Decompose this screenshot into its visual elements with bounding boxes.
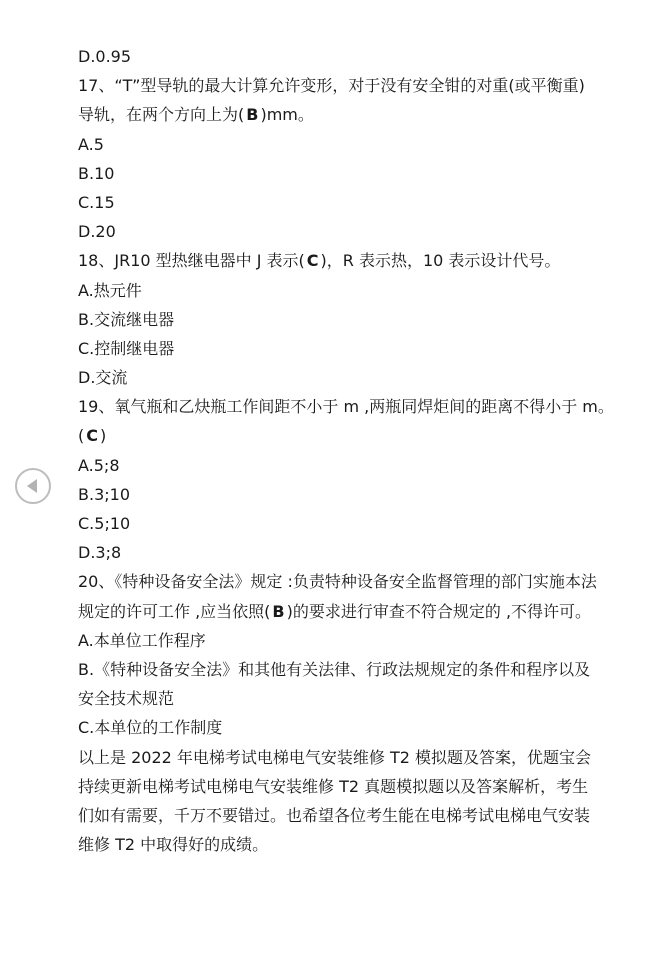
question-19-line-2	[78, 421, 638, 450]
question-19-option-d: D.3;8	[78, 543, 122, 563]
question-17-answer: B	[246, 105, 259, 125]
question-17-option-d: D.20	[78, 222, 116, 242]
question-17-unit: )mm。	[260, 105, 314, 125]
question-17-option-a: A.5	[78, 134, 104, 154]
question-20-text-end: )的要求进行审查不符合规定的 ,不得许可。	[286, 601, 592, 621]
question-17-option-b: B.10	[78, 163, 115, 183]
question-19-answer: C	[86, 426, 98, 446]
question-20-text: 规定的许可工作 ,应当依照(	[78, 601, 271, 621]
question-19-option-a: A.5;8	[78, 455, 120, 475]
question-18-line	[78, 246, 638, 275]
question-17-line-1: 17、“T”型导轨的最大计算允许变形，对于没有安全钳的对重(或平衡重)	[78, 76, 585, 96]
question-17-text: 导轨，在两个方向上为(	[78, 105, 245, 125]
outro-line-1: 以上是 2022 年电梯考试电梯电气安装维修 T2 模拟题及答案，优题宝会	[78, 747, 592, 767]
outro-line-2: 持续更新电梯考试电梯电气安装维修 T2 真题模拟题以及答案解析，考生	[78, 776, 589, 796]
question-20-line-1: 20、《特种设备安全法》规定 :负责特种设备安全监督管理的部门实施本法	[78, 572, 597, 592]
question-18-text: 18、JR10 型热继电器中 J 表示(	[78, 251, 305, 271]
question-19-paren-open: (	[78, 426, 85, 446]
question-20-line-2	[78, 597, 638, 626]
chevron-left-icon	[27, 479, 37, 493]
question-18-answer: C	[306, 251, 319, 271]
outro-line-3: 们如有需要，千万不要错过。也希望各位考生能在电梯考试电梯电气安装	[78, 805, 591, 825]
question-20-answer: B	[272, 601, 285, 621]
question-17-line-2	[78, 100, 638, 129]
question-19-option-c: C.5;10	[78, 514, 131, 533]
question-19-paren-close: )	[100, 426, 107, 446]
previous-page-button[interactable]	[15, 468, 51, 504]
question-20-option-c: C.本单位的工作制度	[78, 718, 223, 738]
question-19-line-1: 19、氧气瓶和乙炔瓶工作间距不小于 m ,两瓶同焊炬间的距离不得小于 m。	[78, 397, 614, 417]
question-20-option-a: A.本单位工作程序	[78, 630, 206, 650]
question-18-text-end: )，R 表示热，10 表示设计代号。	[320, 251, 561, 271]
question-18-option-d: D.交流	[78, 368, 128, 388]
question-18-option-a: A.热元件	[78, 280, 142, 300]
question-19-option-b: B.3;10	[78, 484, 130, 504]
question-18-option-b: B.交流继电器	[78, 309, 175, 329]
question-18-option-c: C.控制继电器	[78, 338, 175, 358]
option-d-q16: D.0.95	[78, 47, 132, 66]
question-20-option-b-line-2: 安全技术规范	[78, 689, 175, 709]
question-20-option-b-line-1: B.《特种设备安全法》和其他有关法律、行政法规规定的条件和程序以及	[78, 659, 591, 679]
document-body	[78, 42, 638, 859]
outro-line-4: 维修 T2 中取得好的成绩。	[78, 835, 269, 855]
question-17-option-c: C.15	[78, 192, 115, 212]
